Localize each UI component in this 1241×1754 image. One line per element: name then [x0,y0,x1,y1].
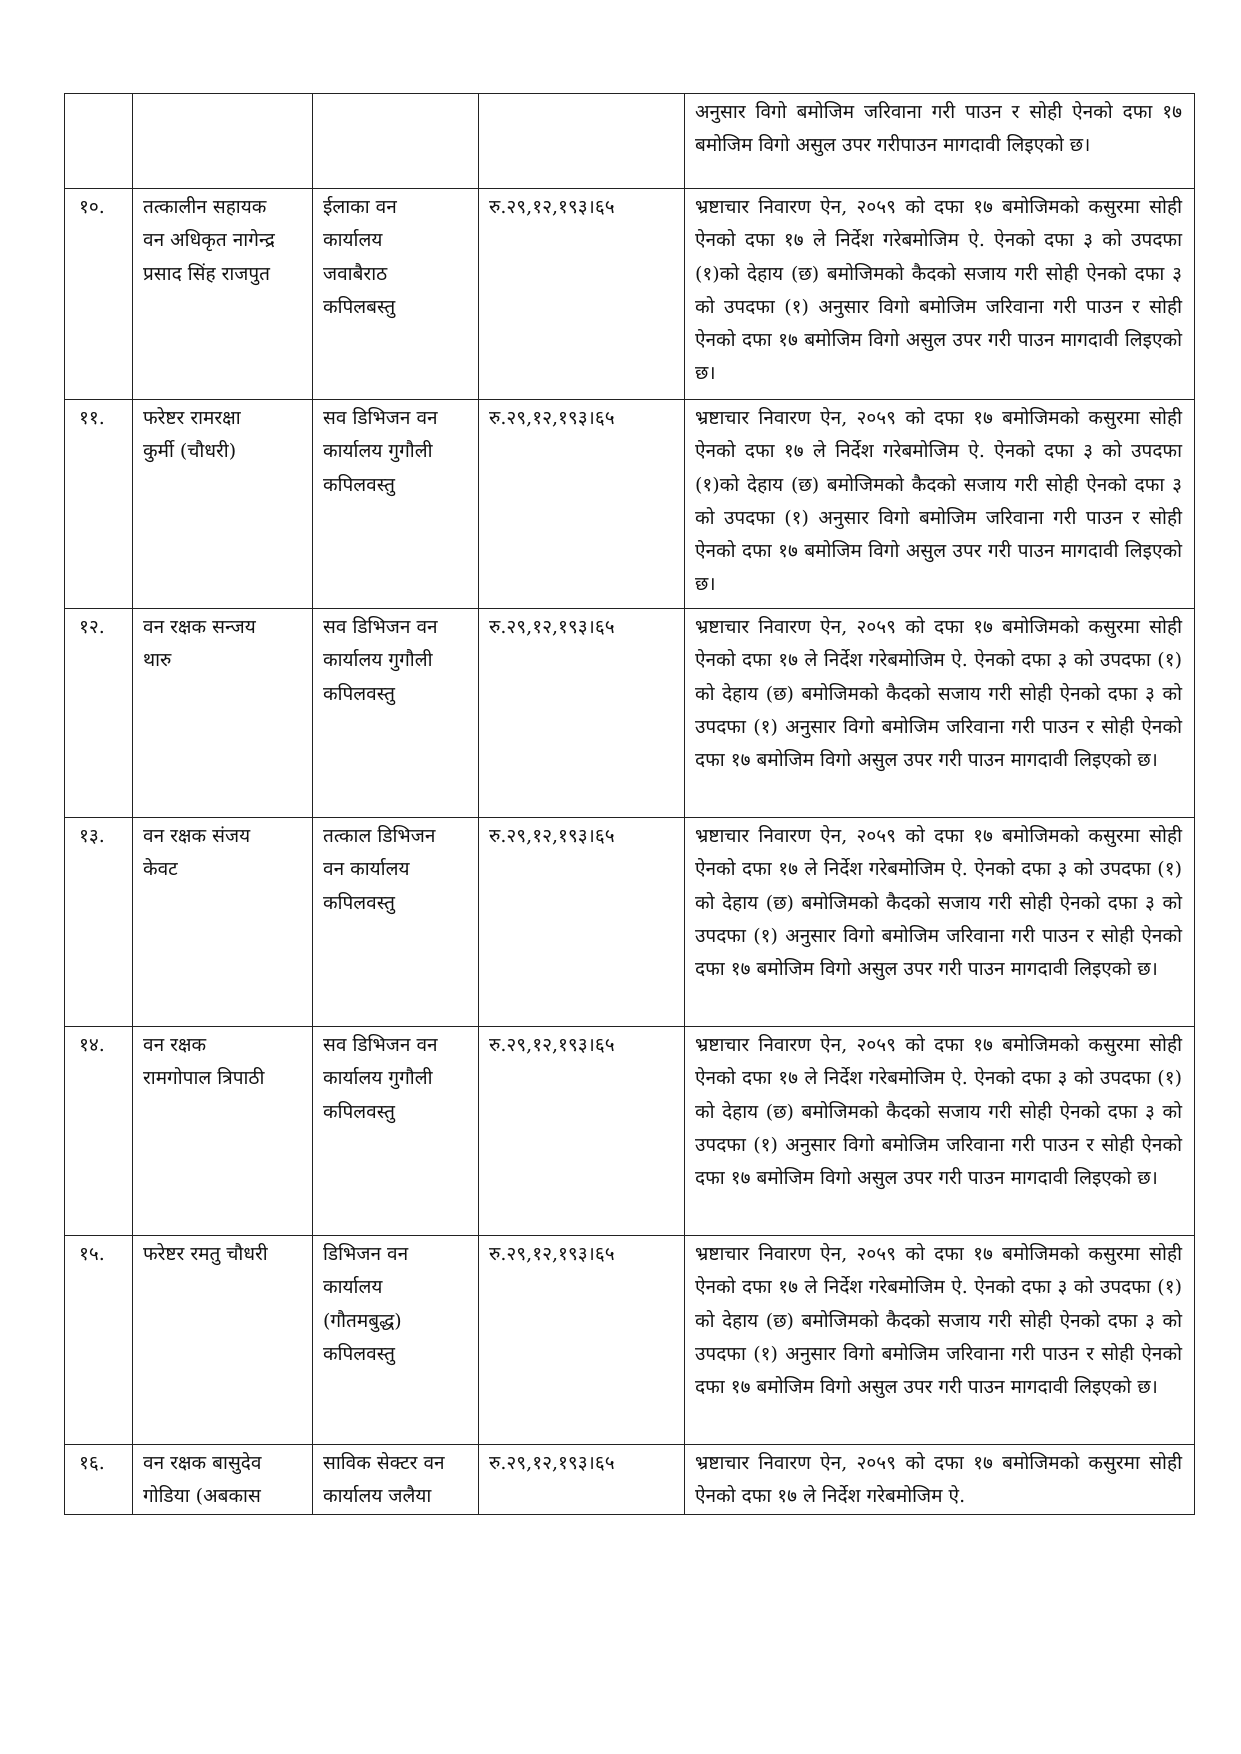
office-cell [313,1236,479,1445]
claim-cell: भ्रष्टाचार निवारण ऐन, २०५९ को दफा १७ बमोजिमको कसुरमा सोही ऐनको दफा १७ ले निर्देश गरेबमोजिम ऐ. ऐनको दफा ३ को उपदफा (१) को देहाय (छ) बमोजिमको कैदको सजाय गरी सोही ऐनको दफा ३ को उपदफा (१) अनुसार विगो बमोजिम जरिवाना गरी पाउन र सोही ऐनको दफा १७ बमोजिम विगो असुल उपर गरी पाउन मागदावी लिइएको छ। [685,1027,1195,1236]
defendant-name-cell [133,1236,313,1445]
office-line: कपिलबस्तु [323,295,396,318]
office-cell [313,189,479,400]
serial-number-cell: १३. [65,818,133,1027]
amount-cell: रु.२९,१२,१९३।६५ [479,1027,685,1236]
table-row [65,400,1195,609]
office-line: जवाबैराठ [323,262,388,285]
table-row [65,1445,1195,1515]
office-line: सव डिभिजन वन [323,616,438,638]
office-line: कपिलवस्तु [323,1100,395,1123]
office-line: कार्यालय गुगौली [323,440,433,463]
defendant-name-cell [133,818,313,1027]
serial-number-cell: १६. [65,1445,133,1515]
serial-number-cell: १२. [65,609,133,818]
amount-cell: रु.२९,१२,१९३।६५ [479,609,685,818]
table-row [65,94,1195,189]
table-row [65,1236,1195,1445]
claim-cell: भ्रष्टाचार निवारण ऐन, २०५९ को दफा १७ बमोजिमको कसुरमा सोही ऐनको दफा १७ ले निर्देश गरेबमोजिम ऐ. ऐनको दफा ३ को उपदफा (१)को देहाय (छ) बमोजिमको कैदको सजाय गरी सोही ऐनको दफा ३ को उपदफा (१) अनुसार विगो बमोजिम जरिवाना गरी पाउन र सोही ऐनको दफा १७ बमोजिम विगो असुल उपर गरी पाउन मागदावी लिइएको छ। [685,189,1195,400]
defendant-name-line: वन अधिकृत नागेन्द्र [143,229,275,252]
claim-cell: भ्रष्टाचार निवारण ऐन, २०५९ को दफा १७ बमोजिमको कसुरमा सोही ऐनको दफा १७ ले निर्देश गरेबमोजिम ऐ. ऐनको दफा ३ को उपदफा (१) को देहाय (छ) बमोजिमको कैदको सजाय गरी सोही ऐनको दफा ३ को उपदफा (१) अनुसार विगो बमोजिम जरिवाना गरी पाउन र सोही ऐनको दफा १७ बमोजिम विगो असुल उपर गरी पाउन मागदावी लिइएको छ। [685,1236,1195,1445]
defendant-name-line: थारु [143,649,172,672]
amount-cell: रु.२९,१२,१९३।६५ [479,1236,685,1445]
claim-cell: अनुसार विगो बमोजिम जरिवाना गरी पाउन र सोही ऐनको दफा १७ बमोजिम विगो असुल उपर गरीपाउन मागदावी लिइएको छ। [685,94,1195,189]
defendant-name-line: रामगोपाल त्रिपाठी [143,1067,265,1090]
serial-number-cell: ११. [65,400,133,609]
office-line: तत्काल डिभिजन [323,825,436,847]
office-cell [313,400,479,609]
defendant-name-line: फरेष्टर रामरक्षा [143,407,241,429]
claim-cell: भ्रष्टाचार निवारण ऐन, २०५९ को दफा १७ बमोजिमको कसुरमा सोही ऐनको दफा १७ ले निर्देश गरेबमोजिम ऐ. ऐनको दफा ३ को उपदफा (१)को देहाय (छ) बमोजिमको कैदको सजाय गरी सोही ऐनको दफा ३ को उपदफा (१) अनुसार विगो बमोजिम जरिवाना गरी पाउन र सोही ऐनको दफा १७ बमोजिम विगो असुल उपर गरी पाउन मागदावी लिइएको छ। [685,400,1195,609]
office-line: सव डिभिजन वन [323,1034,438,1056]
amount-cell [479,94,685,189]
office-line: ईलाका वन [323,196,397,218]
office-cell [313,609,479,818]
defendant-name-line: वन रक्षक संजय [143,825,251,847]
table-row [65,189,1195,400]
defendant-name-cell [133,609,313,818]
office-line: कार्यालय [323,1276,383,1299]
office-line: कार्यालय गुगौली [323,1067,433,1090]
serial-number-cell [65,94,133,189]
office-line: कपिलवस्तु [323,473,395,496]
office-line: सव डिभिजन वन [323,407,438,429]
defendant-name-line: केवट [143,858,178,881]
amount-cell: रु.२९,१२,१९३।६५ [479,1445,685,1515]
defendant-name-line: वन रक्षक [143,1034,207,1056]
table-row [65,1027,1195,1236]
defendant-name-line: प्रसाद सिंह राजपुत [143,262,271,285]
claim-cell: भ्रष्टाचार निवारण ऐन, २०५९ को दफा १७ बमोजिमको कसुरमा सोही ऐनको दफा १७ ले निर्देश गरेबमोजिम ऐ. ऐनको दफा ३ को उपदफा (१) को देहाय (छ) बमोजिमको कैदको सजाय गरी सोही ऐनको दफा ३ को उपदफा (१) अनुसार विगो बमोजिम जरिवाना गरी पाउन र सोही ऐनको दफा १७ बमोजिम विगो असुल उपर गरी पाउन मागदावी लिइएको छ। [685,818,1195,1027]
defendant-name-cell [133,400,313,609]
defendant-name-cell [133,1445,313,1515]
office-cell [313,1027,479,1236]
defendant-name-line: तत्कालीन सहायक [143,196,267,218]
defendant-name-line: कुर्मी (चौधरी) [143,440,237,463]
office-line: (गौतमबुद्ध) [323,1309,402,1332]
office-line: कार्यालय गुगौली [323,649,433,672]
defendant-name-cell [133,94,313,189]
defendant-name-cell [133,189,313,400]
case-table-page [64,93,1194,1515]
office-line: कपिलवस्तु [323,682,395,705]
serial-number-cell: १५. [65,1236,133,1445]
claim-cell: भ्रष्टाचार निवारण ऐन, २०५९ को दफा १७ बमोजिमको कसुरमा सोही ऐनको दफा १७ ले निर्देश गरेबमोजिम ऐ. [685,1445,1195,1515]
table-row [65,609,1195,818]
defendant-name-line: वन रक्षक बासुदेव [143,1452,262,1474]
amount-cell: रु.२९,१२,१९३।६५ [479,818,685,1027]
office-line: कपिलवस्तु [323,891,395,914]
case-table-body [65,94,1195,1515]
office-cell [313,818,479,1027]
office-line: कार्यालय जलैया [323,1485,432,1508]
amount-cell: रु.२९,१२,१९३।६५ [479,400,685,609]
defendant-name-line: वन रक्षक सन्जय [143,616,256,638]
serial-number-cell: १४. [65,1027,133,1236]
defendant-name-line: फरेष्टर रमतु चौधरी [143,1243,268,1265]
amount-cell: रु.२९,१२,१९३।६५ [479,189,685,400]
defendant-name-cell [133,1027,313,1236]
office-line: कार्यालय [323,229,383,252]
serial-number-cell: १०. [65,189,133,400]
defendant-name-line: गोडिया (अबकास [143,1485,261,1508]
office-cell [313,1445,479,1515]
office-cell [313,94,479,189]
case-table [64,93,1195,1515]
office-line: कपिलवस्तु [323,1342,395,1365]
table-row [65,818,1195,1027]
office-line: वन कार्यालय [323,858,410,881]
office-line: डिभिजन वन [323,1243,409,1265]
office-line: साविक सेक्टर वन [323,1452,445,1474]
claim-cell: भ्रष्टाचार निवारण ऐन, २०५९ को दफा १७ बमोजिमको कसुरमा सोही ऐनको दफा १७ ले निर्देश गरेबमोजिम ऐ. ऐनको दफा ३ को उपदफा (१) को देहाय (छ) बमोजिमको कैदको सजाय गरी सोही ऐनको दफा ३ को उपदफा (१) अनुसार विगो बमोजिम जरिवाना गरी पाउन र सोही ऐनको दफा १७ बमोजिम विगो असुल उपर गरी पाउन मागदावी लिइएको छ। [685,609,1195,818]
